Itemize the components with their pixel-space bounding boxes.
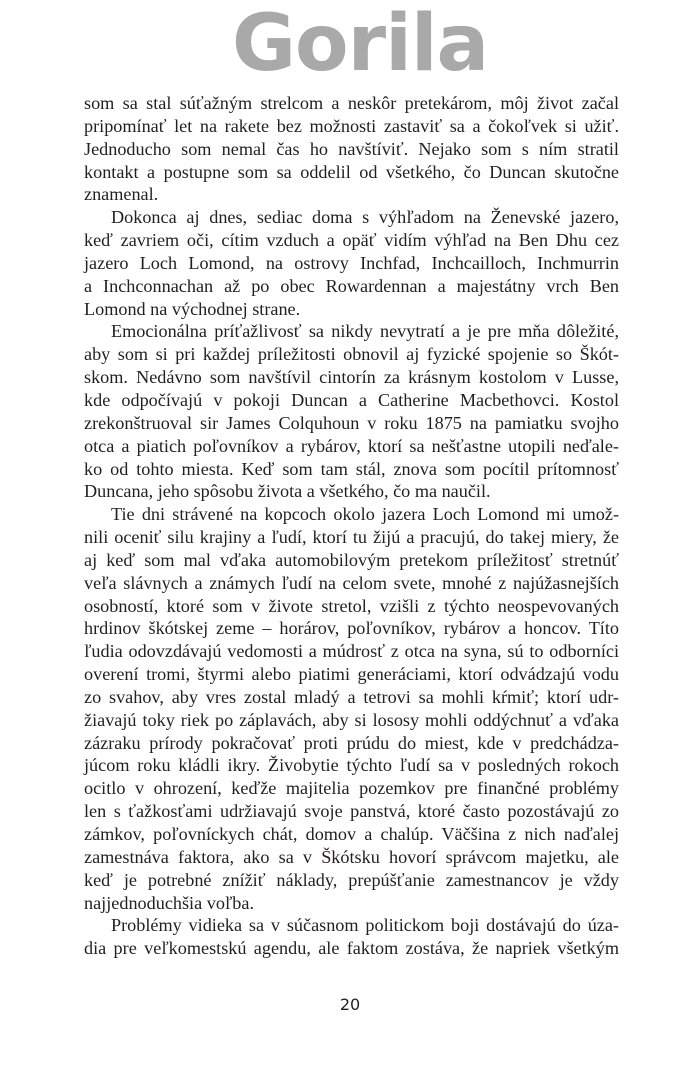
text-line: Lomond na východnej strane. xyxy=(84,298,301,319)
text-line: Emocionálna príťažlivosť sa nikdy nevytratí a je pre mňa dôležité, xyxy=(111,321,619,342)
text-line: osobností, ktoré som v živote stretol, vzišli z týchto neospevovaných xyxy=(84,595,619,616)
text-line: zo svahov, aby vres zostal mladý a tetrovi sa mohli kŕmiť; ktorí udr- xyxy=(84,686,619,707)
text-line: kde odpočívajú v pokoji Duncan a Catherine Macbethovci. Kostol xyxy=(84,389,619,410)
text-line: zámkov, poľovníckych chát, domov a chalúp. Väčšina z nich naďalej xyxy=(84,824,619,844)
text-line: pripomínať let na rakete bez možnosti zastaviť sa a čokoľvek si užiť. xyxy=(84,115,619,136)
text-line: Tie dni strávené na kopcoch okolo jazera Loch Lomond mi umož- xyxy=(111,504,619,525)
text-line: dia pre veľkomestskú agendu, ale faktom zostáva, že napriek všetkým xyxy=(84,938,619,959)
text-line: znamenal. xyxy=(84,184,159,205)
text-line: zázraku prírody pokračovať proti prúdu do miest, kde v predchádza- xyxy=(84,732,619,753)
text-line: žiavajú toky riek po záplavách, aby si lososy mohli oddýchnuť a vďaka xyxy=(84,709,619,730)
text-line: keď je potrebné znížiť náklady, prepúšťanie zamestnancov je vždy xyxy=(84,869,619,890)
text-line: Duncana, jeho spôsobu života a všetkého, čo ma naučil. xyxy=(84,481,491,502)
text-line: zrekonštruoval sir James Colquhoun v roku 1875 na pamiatku svojho xyxy=(84,412,619,433)
text-line: Jednoducho som nemal čas ho navštíviť. Nejako som s ním stratil xyxy=(84,138,619,159)
text-line: kontakt a postupne som sa oddelil od všetkého, čo Duncan skutočne xyxy=(84,161,619,182)
text-line: a Inchconnachan až po obec Rowardennan a majestátny vrch Ben xyxy=(84,275,619,296)
text-line: ko od tohto miesta. Keď som tam stál, znova som pocítil prítomnosť xyxy=(84,458,619,479)
paragraph xyxy=(84,320,619,503)
text-line: hrdinov škótskej zeme – horárov, poľovníkov, rybárov a honcov. Títo xyxy=(84,618,619,639)
paragraph xyxy=(84,92,619,206)
paragraph xyxy=(84,914,619,960)
text-line: otca a piatich poľovníkov a rybárov, ktorí sa nešťastne utopili neďale- xyxy=(84,435,619,456)
page-number: 20 xyxy=(339,995,361,1014)
text-line: nili oceniť silu krajiny a ľudí, ktorí tu žijú a pracujú, do takej miery, že xyxy=(84,527,619,548)
text-line: najjednoduchšia voľba. xyxy=(84,892,255,913)
text-line: skom. Nedávno som navštívil cintorín za krásnym kostolom v Lusse, xyxy=(84,367,619,388)
text-line: aby som si pri každej príležitosti obnovil aj fyzické spojenie so Škót- xyxy=(84,344,619,365)
text-line: ľudia odovzdávajú vedomosti a múdrosť z otca na syna, sú to odborníci xyxy=(84,641,619,662)
text-line: veľa slávnych a známych ľudí na celom svete, mnohé z najúžasnejších xyxy=(84,572,619,593)
page-body-text xyxy=(84,92,619,960)
paragraph xyxy=(84,503,619,914)
text-line: Problémy vidieka sa v súčasnom politickom boji dostávajú do úza- xyxy=(111,915,619,936)
text-line: zamestnáva faktora, ako sa v Škótsku hovorí správcom majetku, ale xyxy=(84,846,619,867)
text-line: som sa stal súťažným strelcom a neskôr pretekárom, môj život začal xyxy=(84,93,619,113)
text-line: jazero Loch Lomond, na ostrovy Inchfad, Inchcailloch, Inchmurrin xyxy=(84,252,619,273)
text-line: júcom roku kládli ikry. Živobytie týchto ľudí sa v posledných rokoch xyxy=(84,755,619,776)
publisher-watermark: Gorila xyxy=(232,0,489,89)
paragraph xyxy=(84,206,619,320)
text-line: keď zavriem oči, cítim vzduch a opäť vidím výhľad na Ben Dhu cez xyxy=(84,230,619,251)
text-line: len s ťažkosťami udržiavajú svoje panstvá, ktoré často pozostávajú zo xyxy=(84,801,619,822)
text-line: aj keď som mal vďaka automobilovým pretekom príležitosť stretnúť xyxy=(84,549,619,570)
text-line: overení tromi, štyrmi alebo piatimi generáciami, ktorí odvádzajú vodu xyxy=(84,664,619,685)
text-line: Dokonca aj dnes, sediac doma s výhľadom na Ženevské jazero, xyxy=(111,207,619,228)
text-line: ocitlo v ohrození, keďže majitelia pozemkov pre finančné problémy xyxy=(84,778,619,799)
